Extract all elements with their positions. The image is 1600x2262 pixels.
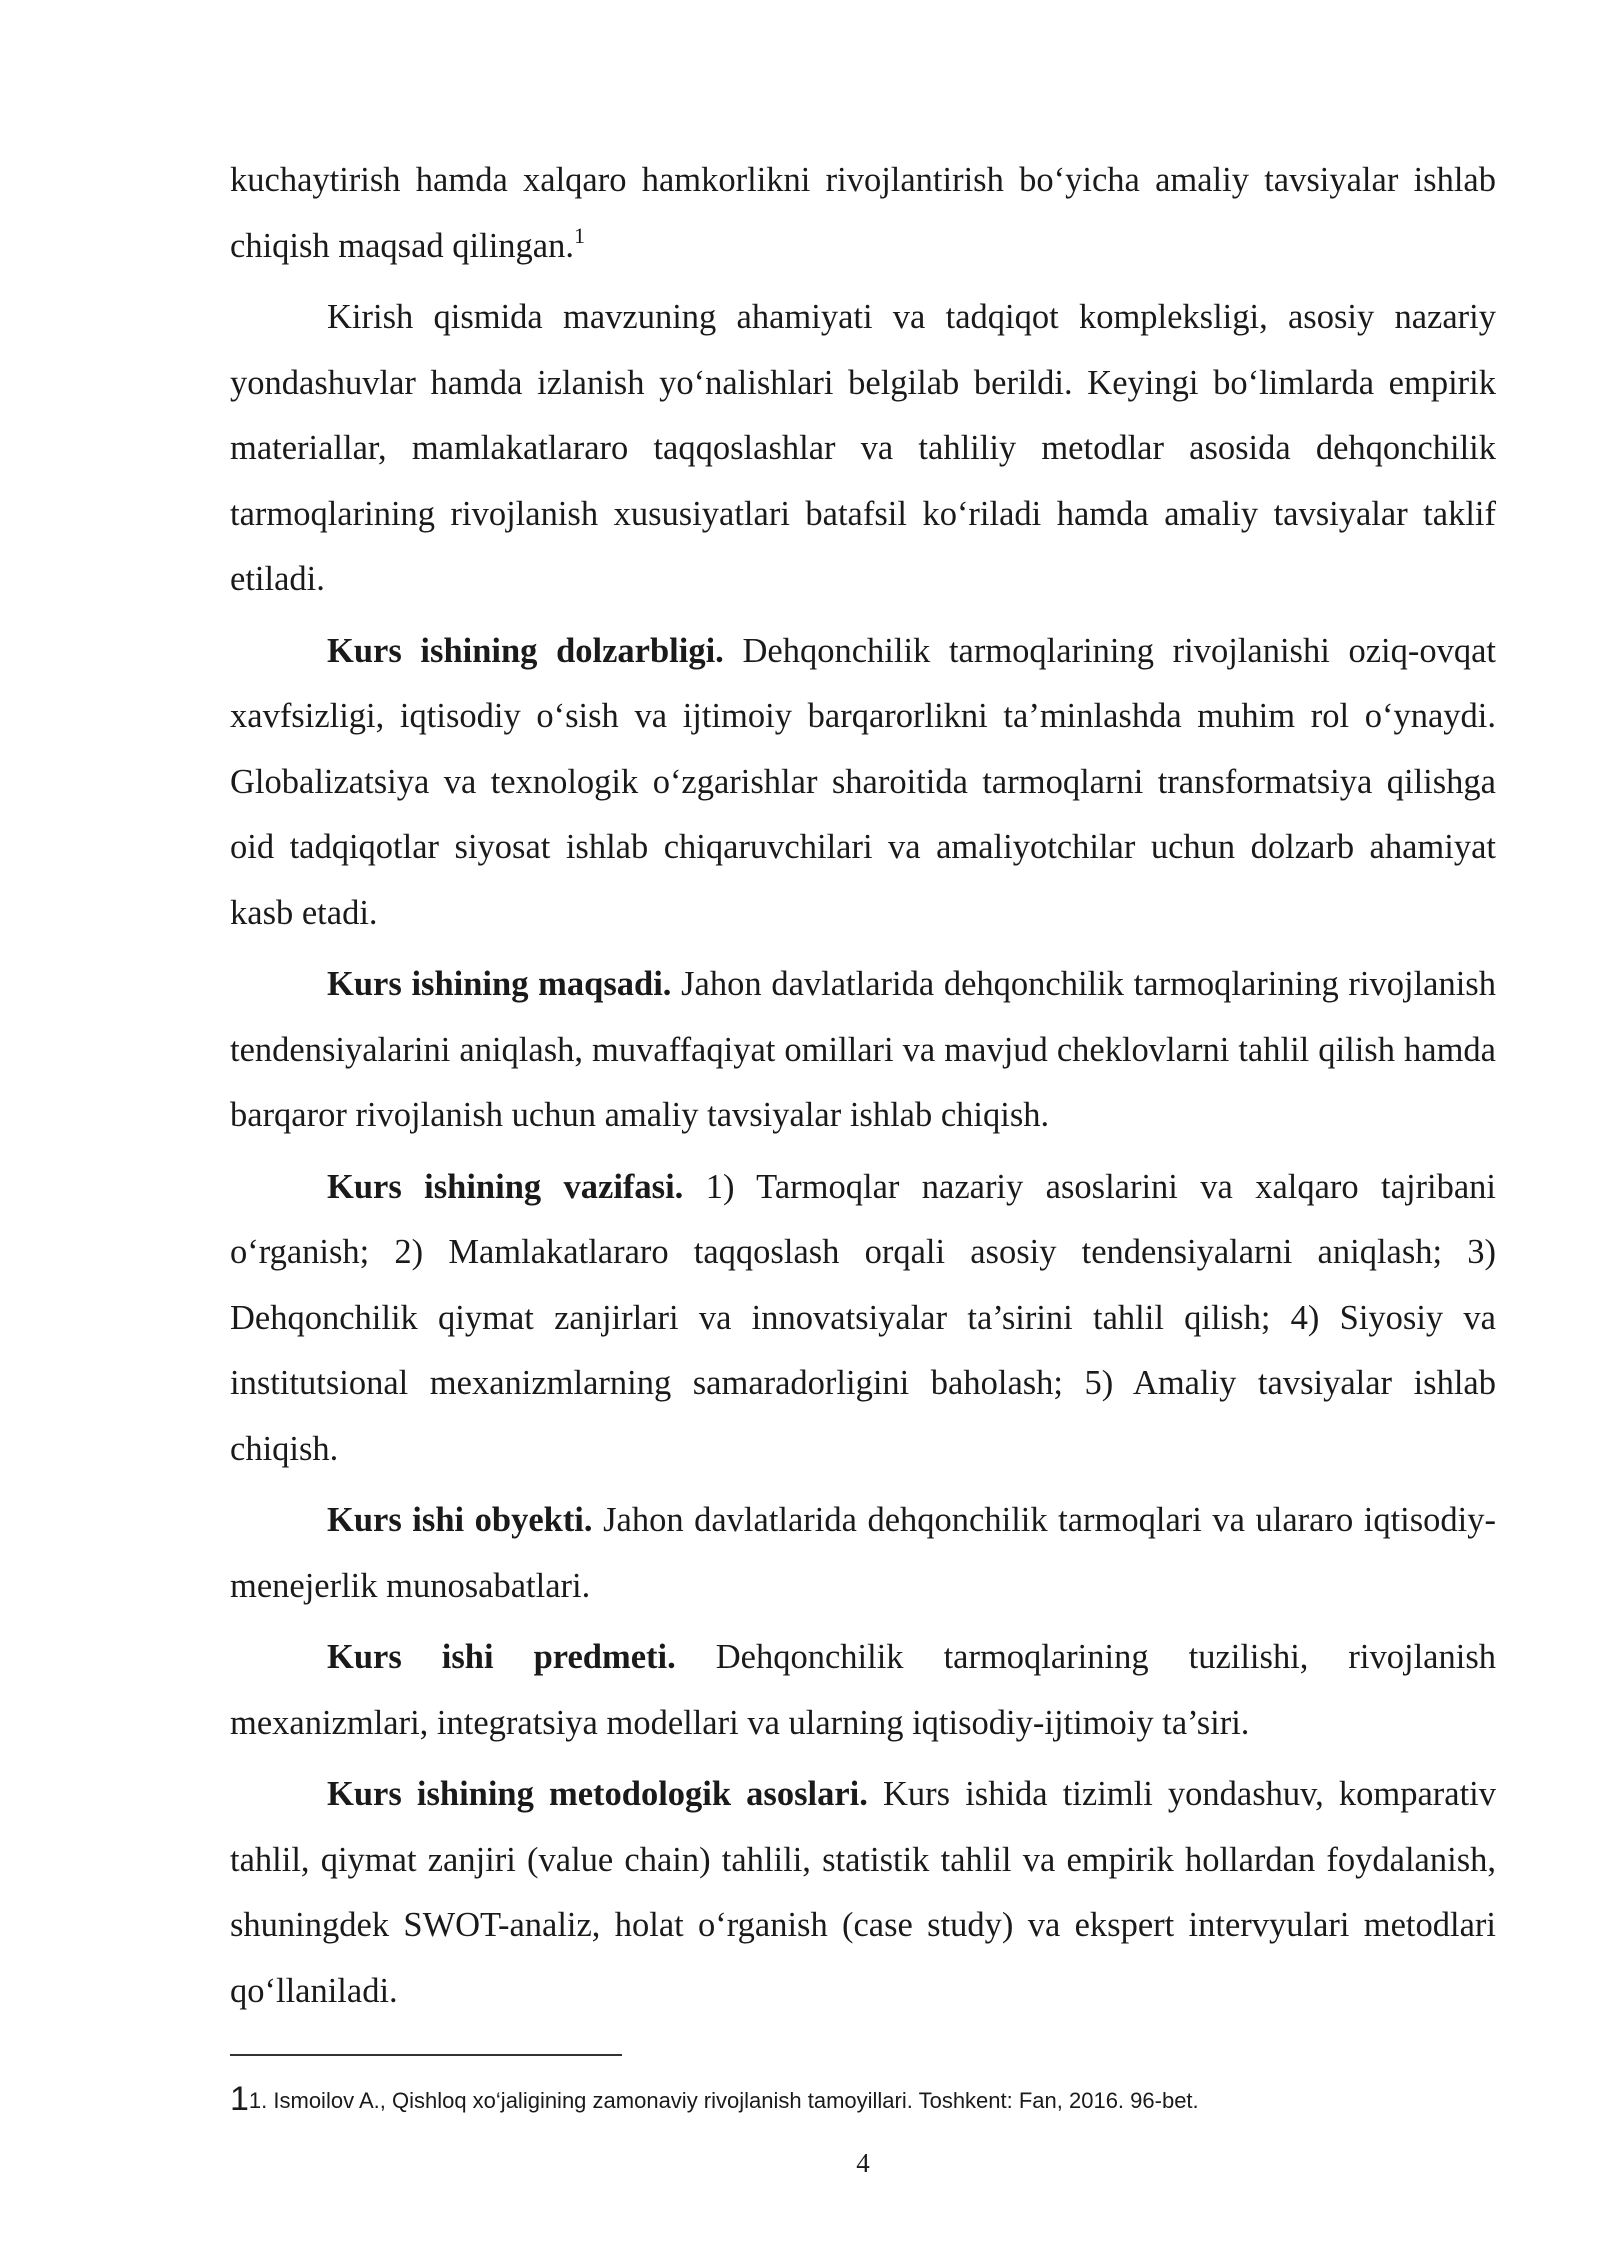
paragraph-heading: Kurs ishining metodologik asoslari.	[327, 1775, 868, 1813]
paragraph-heading: Kurs ishi obyekti.	[327, 1501, 593, 1539]
paragraph-text: kuchaytirish hamda xalqaro hamkorlikni rivojlantirish bo‘yicha amaliy tavsiyalar ishlab chiqish maqsad qilingan.	[230, 161, 1496, 265]
paragraph-goal	[230, 952, 1496, 1149]
paragraph-text: Dehqonchilik tarmoqlarining rivojlanishi oziq-ovqat xavfsizligi, iqtisodiy o‘sish va ijtimoiy barqarorlikni ta’minlashda muhim rol o‘ynaydi. Globalizatsiya va texnologik o‘zgarishlar sharoitida tarmoqlarni transformatsiya qilishga oid tadqiqotlar siyosat ishlab chiqaruvchilari va amaliyotchilar uchun dolzarb ahamiyat kasb etadi.	[230, 631, 1496, 932]
footnote-text: 1. Ismoilov A., Qishloq xo‘jaligining zamonaviy rivojlanish tamoyillari. Toshkent: Fan, 2016. 96-bet.	[248, 2088, 1199, 2113]
paragraph-heading: Kurs ishi predmeti.	[327, 1638, 676, 1676]
paragraph-text: Kirish qismida mavzuning ahamiyati va tadqiqot kompleksligi, asosiy nazariy yondashuvlar hamda izlanish yo‘nalishlari belgilab berildi. Keyingi bo‘limlarda empirik materiallar, mamlakatlararo taqqoslashlar va tahliliy metodlar asosida dehqonchilik tarmoqlarining rivojlanish xususiyatlari batafsil ko‘riladi hamda amaliy tavsiyalar taklif etiladi.	[230, 298, 1496, 598]
paragraph-methodology	[230, 1762, 1496, 2024]
paragraph-text: Jahon davlatlarida dehqonchilik tarmoqlarining rivojlanish tendensiyalarini aniqlash, muvaffaqiyat omillari va mavjud cheklovlarni tahlil qilish hamda barqaror rivojlanish uchun amaliy tavsiyalar ishlab chiqish.	[230, 965, 1496, 1134]
footnote-mark: 1	[230, 2080, 249, 2118]
paragraph-text: Kurs ishida tizimli yondashuv, komparativ tahlil, qiymat zanjiri (value chain) tahlili, statistik tahlil va empirik hollardan foydalanish, shuningdek SWOT-analiz, holat o‘rganish (case study) va ekspert intervyulari metodlari qo‘llaniladi.	[230, 1775, 1496, 2010]
paragraph-continuation	[230, 148, 1496, 279]
paragraph-text: 1) Tarmoqlar nazariy asoslarini va xalqaro tajribani o‘rganish; 2) Mamlakatlararo taqqoslash orqali asosiy tendensiyalarni aniqlash; 3) Dehqonchilik qiymat zanjirlari va innovatsiyalar ta’sirini tahlil qilish; 4) Siyosiy va institutsional mexanizmlarning samaradorligini baholash; 5) Amaliy tavsiyalar ishlab chiqish.	[230, 1167, 1496, 1468]
paragraph-heading: Kurs ishining maqsadi.	[327, 965, 672, 1003]
paragraph-subject	[230, 1625, 1496, 1756]
paragraph-heading: Kurs ishining vazifasi.	[327, 1167, 684, 1206]
footnote-separator	[230, 2054, 622, 2056]
paragraph-tasks	[230, 1155, 1496, 1483]
paragraph-heading: Kurs ishining dolzarbligi.	[327, 631, 724, 670]
paragraph-text: Dehqonchilik tarmoqlarining tuzilishi, rivojlanish mexanizmlari, integratsiya modellari va ularning iqtisodiy-ijtimoiy ta’siri.	[230, 1638, 1496, 1742]
paragraph-object	[230, 1488, 1496, 1619]
paragraph-text: Jahon davlatlarida dehqonchilik tarmoqlari va ulararo iqtisodiy-menejerlik munosabatlari.	[230, 1501, 1496, 1605]
document-page	[230, 148, 1496, 2030]
footnote-reference[interactable]: 1	[574, 222, 585, 248]
paragraph-relevance	[230, 619, 1496, 947]
page-number: 4	[856, 2148, 870, 2178]
paragraph-introduction	[230, 285, 1496, 613]
footnote	[230, 2080, 1496, 2119]
